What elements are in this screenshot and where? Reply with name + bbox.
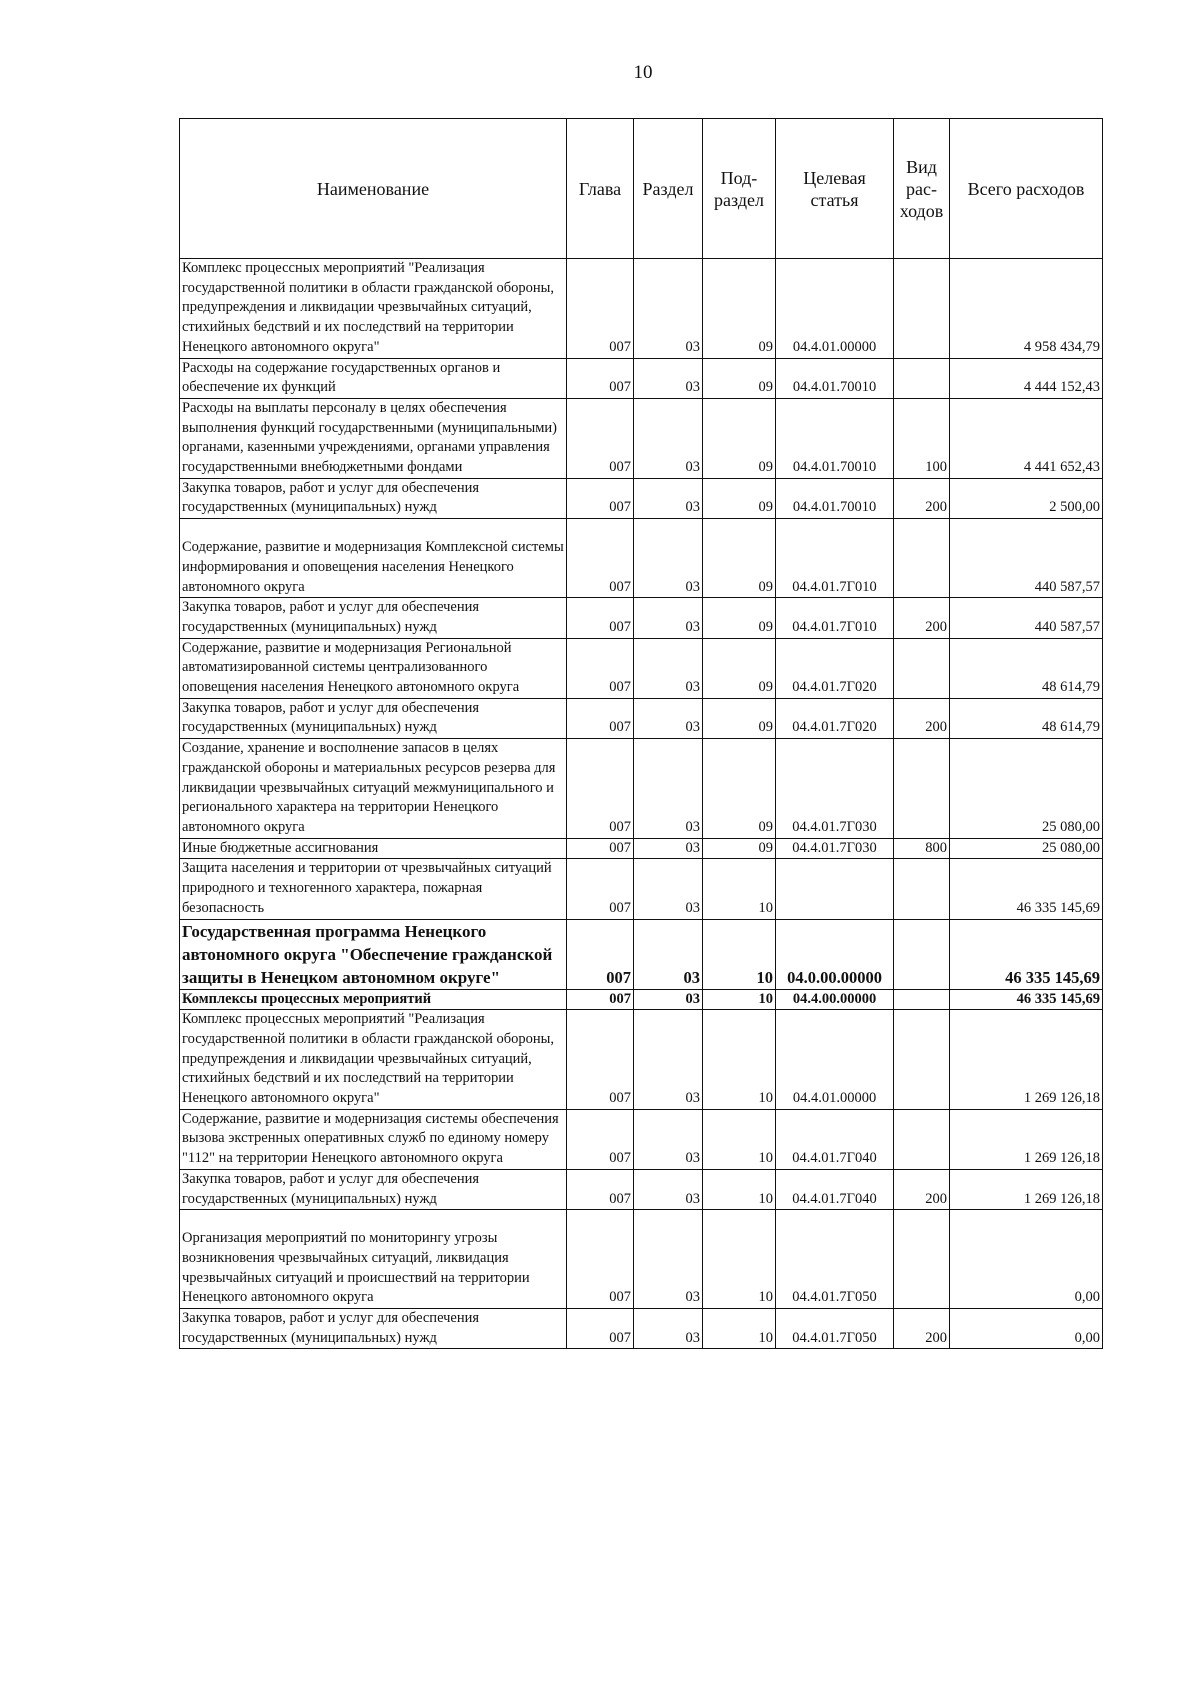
row-name: Комплекс процессных мероприятий "Реализация государственной политики в области гражданской обороны, предупреждения и ликвидации чрезвычайных ситуаций, стихийных бедствий и их последствий на территории Ненецкого автономного округа" — [180, 259, 567, 359]
row-target: 04.0.00.00000 — [776, 919, 894, 989]
row-subsection: 09 — [703, 478, 776, 518]
row-target: 04.4.01.00000 — [776, 1010, 894, 1110]
row-section: 03 — [634, 859, 703, 919]
row-target: 04.4.01.7Г030 — [776, 739, 894, 839]
table-row — [180, 638, 1103, 698]
row-expense-type — [894, 1109, 950, 1169]
row-subsection: 09 — [703, 519, 776, 598]
table-row — [180, 598, 1103, 638]
row-total: 4 441 652,43 — [950, 398, 1103, 478]
row-target: 04.4.01.7Г050 — [776, 1309, 894, 1349]
budget-table — [179, 118, 1103, 1349]
row-section: 03 — [634, 638, 703, 698]
row-section: 03 — [634, 838, 703, 859]
row-chapter: 007 — [567, 1109, 634, 1169]
table-row — [180, 739, 1103, 839]
row-target: 04.4.01.7Г040 — [776, 1109, 894, 1169]
table-row — [180, 1210, 1103, 1309]
row-subsection: 09 — [703, 698, 776, 738]
row-expense-type — [894, 1010, 950, 1110]
row-subsection: 10 — [703, 1169, 776, 1209]
row-expense-type: 100 — [894, 398, 950, 478]
row-section: 03 — [634, 698, 703, 738]
row-expense-type — [894, 1210, 950, 1309]
header-subsection: Под-раздел — [703, 119, 776, 259]
row-total: 25 080,00 — [950, 838, 1103, 859]
row-subsection: 09 — [703, 739, 776, 839]
row-subsection: 10 — [703, 1010, 776, 1110]
row-chapter: 007 — [567, 519, 634, 598]
row-chapter: 007 — [567, 1309, 634, 1349]
row-total: 2 500,00 — [950, 478, 1103, 518]
row-target: 04.4.01.7Г030 — [776, 838, 894, 859]
row-total: 0,00 — [950, 1309, 1103, 1349]
table-row — [180, 919, 1103, 989]
row-target: 04.4.01.70010 — [776, 358, 894, 398]
row-subsection: 09 — [703, 358, 776, 398]
row-expense-type — [894, 739, 950, 839]
row-expense-type: 200 — [894, 1169, 950, 1209]
row-expense-type: 200 — [894, 1309, 950, 1349]
row-section: 03 — [634, 1169, 703, 1209]
row-total: 46 335 145,69 — [950, 989, 1103, 1010]
row-target — [776, 859, 894, 919]
row-target: 04.4.01.70010 — [776, 398, 894, 478]
row-subsection: 10 — [703, 1210, 776, 1309]
row-expense-type — [894, 638, 950, 698]
row-expense-type — [894, 859, 950, 919]
row-chapter: 007 — [567, 638, 634, 698]
row-chapter: 007 — [567, 1010, 634, 1110]
row-subsection: 09 — [703, 398, 776, 478]
row-expense-type: 200 — [894, 698, 950, 738]
row-total: 46 335 145,69 — [950, 859, 1103, 919]
row-expense-type — [894, 989, 950, 1010]
row-subsection: 10 — [703, 989, 776, 1010]
row-chapter: 007 — [567, 919, 634, 989]
row-chapter: 007 — [567, 478, 634, 518]
row-total: 1 269 126,18 — [950, 1109, 1103, 1169]
row-chapter: 007 — [567, 698, 634, 738]
row-target: 04.4.01.7Г040 — [776, 1169, 894, 1209]
row-expense-type — [894, 259, 950, 359]
row-total: 4 958 434,79 — [950, 259, 1103, 359]
row-expense-type — [894, 358, 950, 398]
row-total: 440 587,57 — [950, 598, 1103, 638]
row-total: 0,00 — [950, 1210, 1103, 1309]
row-chapter: 007 — [567, 1210, 634, 1309]
row-name: Закупка товаров, работ и услуг для обеспечения государственных (муниципальных) нужд — [180, 1169, 567, 1209]
header-expense-type: Вид рас-ходов — [894, 119, 950, 259]
row-chapter: 007 — [567, 598, 634, 638]
row-subsection: 09 — [703, 638, 776, 698]
table-row — [180, 519, 1103, 598]
row-total: 48 614,79 — [950, 638, 1103, 698]
row-chapter: 007 — [567, 259, 634, 359]
header-name: Наименование — [180, 119, 567, 259]
row-name: Расходы на содержание государственных органов и обеспечение их функций — [180, 358, 567, 398]
row-expense-type — [894, 519, 950, 598]
row-target: 04.4.01.7Г010 — [776, 519, 894, 598]
table-row — [180, 358, 1103, 398]
row-chapter: 007 — [567, 1169, 634, 1209]
row-expense-type: 200 — [894, 598, 950, 638]
row-name: Закупка товаров, работ и услуг для обеспечения государственных (муниципальных) нужд — [180, 598, 567, 638]
row-total: 48 614,79 — [950, 698, 1103, 738]
row-target: 04.4.01.00000 — [776, 259, 894, 359]
row-subsection: 10 — [703, 919, 776, 989]
row-section: 03 — [634, 519, 703, 598]
table-row — [180, 838, 1103, 859]
row-chapter: 007 — [567, 358, 634, 398]
row-section: 03 — [634, 598, 703, 638]
row-name: Создание, хранение и восполнение запасов в целях гражданской обороны и материальных ресурсов резерва для ликвидации чрезвычайных ситуаций межмуниципального и регионального характера на территории Ненецкого автономного округа — [180, 739, 567, 839]
row-name: Комплекс процессных мероприятий "Реализация государственной политики в области гражданской обороны, предупреждения и ликвидации чрезвычайных ситуаций, стихийных бедствий и их последствий на территории Ненецкого автономного округа" — [180, 1010, 567, 1110]
row-chapter: 007 — [567, 398, 634, 478]
table-row — [180, 478, 1103, 518]
table-row — [180, 698, 1103, 738]
row-subsection: 09 — [703, 259, 776, 359]
row-target: 04.4.01.7Г010 — [776, 598, 894, 638]
row-name: Содержание, развитие и модернизация системы обеспечения вызова экстренных оперативных служб по единому номеру "112" на территории Ненецкого автономного округа — [180, 1109, 567, 1169]
row-section: 03 — [634, 739, 703, 839]
row-target: 04.4.01.7Г050 — [776, 1210, 894, 1309]
table-row — [180, 1309, 1103, 1349]
row-subsection: 10 — [703, 859, 776, 919]
row-expense-type: 800 — [894, 838, 950, 859]
row-name: Организация мероприятий по мониторингу угрозы возникновения чрезвычайных ситуаций, ликвидация чрезвычайных ситуаций и происшествий на территории Ненецкого автономного округа — [180, 1210, 567, 1309]
page-number: 10 — [633, 62, 653, 83]
table-row — [180, 989, 1103, 1010]
row-chapter: 007 — [567, 859, 634, 919]
row-target: 04.4.00.00000 — [776, 989, 894, 1010]
row-section: 03 — [634, 398, 703, 478]
row-total: 1 269 126,18 — [950, 1169, 1103, 1209]
row-subsection: 09 — [703, 838, 776, 859]
row-name: Комплексы процессных мероприятий — [180, 989, 567, 1010]
row-expense-type — [894, 919, 950, 989]
row-name: Закупка товаров, работ и услуг для обеспечения государственных (муниципальных) нужд — [180, 1309, 567, 1349]
table-row — [180, 1109, 1103, 1169]
row-section: 03 — [634, 919, 703, 989]
row-target: 04.4.01.7Г020 — [776, 698, 894, 738]
table-row — [180, 1169, 1103, 1209]
row-name: Защита населения и территории от чрезвычайных ситуаций природного и техногенного характера, пожарная безопасность — [180, 859, 567, 919]
row-chapter: 007 — [567, 739, 634, 839]
row-chapter: 007 — [567, 989, 634, 1010]
row-name: Иные бюджетные ассигнования — [180, 838, 567, 859]
header-chapter: Глава — [567, 119, 634, 259]
table-row — [180, 398, 1103, 478]
row-total: 440 587,57 — [950, 519, 1103, 598]
row-subsection: 10 — [703, 1309, 776, 1349]
row-name: Закупка товаров, работ и услуг для обеспечения государственных (муниципальных) нужд — [180, 698, 567, 738]
table-row — [180, 259, 1103, 359]
row-section: 03 — [634, 1010, 703, 1110]
table-row — [180, 859, 1103, 919]
row-section: 03 — [634, 1309, 703, 1349]
row-target: 04.4.01.7Г020 — [776, 638, 894, 698]
row-section: 03 — [634, 1109, 703, 1169]
row-name: Государственная программа Ненецкого автономного округа "Обеспечение гражданской защиты в Ненецком автономном округе" — [180, 919, 567, 989]
header-section: Раздел — [634, 119, 703, 259]
table-header-row — [180, 119, 1103, 259]
row-target: 04.4.01.70010 — [776, 478, 894, 518]
row-name: Закупка товаров, работ и услуг для обеспечения государственных (муниципальных) нужд — [180, 478, 567, 518]
row-total: 25 080,00 — [950, 739, 1103, 839]
row-total: 46 335 145,69 — [950, 919, 1103, 989]
row-section: 03 — [634, 989, 703, 1010]
row-section: 03 — [634, 1210, 703, 1309]
row-section: 03 — [634, 259, 703, 359]
row-subsection: 09 — [703, 598, 776, 638]
row-total: 1 269 126,18 — [950, 1010, 1103, 1110]
header-target: Целевая статья — [776, 119, 894, 259]
row-name: Содержание, развитие и модернизация Комплексной системы информирования и оповещения населения Ненецкого автономного округа — [180, 519, 567, 598]
row-section: 03 — [634, 478, 703, 518]
row-name: Расходы на выплаты персоналу в целях обеспечения выполнения функций государственными (муниципальными) органами, казенными учреждениями, органами управления государственными внебюджетными фондами — [180, 398, 567, 478]
table-row — [180, 1010, 1103, 1110]
row-total: 4 444 152,43 — [950, 358, 1103, 398]
row-expense-type: 200 — [894, 478, 950, 518]
row-section: 03 — [634, 358, 703, 398]
header-total: Всего расходов — [950, 119, 1103, 259]
row-chapter: 007 — [567, 838, 634, 859]
row-name: Содержание, развитие и модернизация Региональной автоматизированной системы централизованного оповещения населения Ненецкого автономного округа — [180, 638, 567, 698]
row-subsection: 10 — [703, 1109, 776, 1169]
